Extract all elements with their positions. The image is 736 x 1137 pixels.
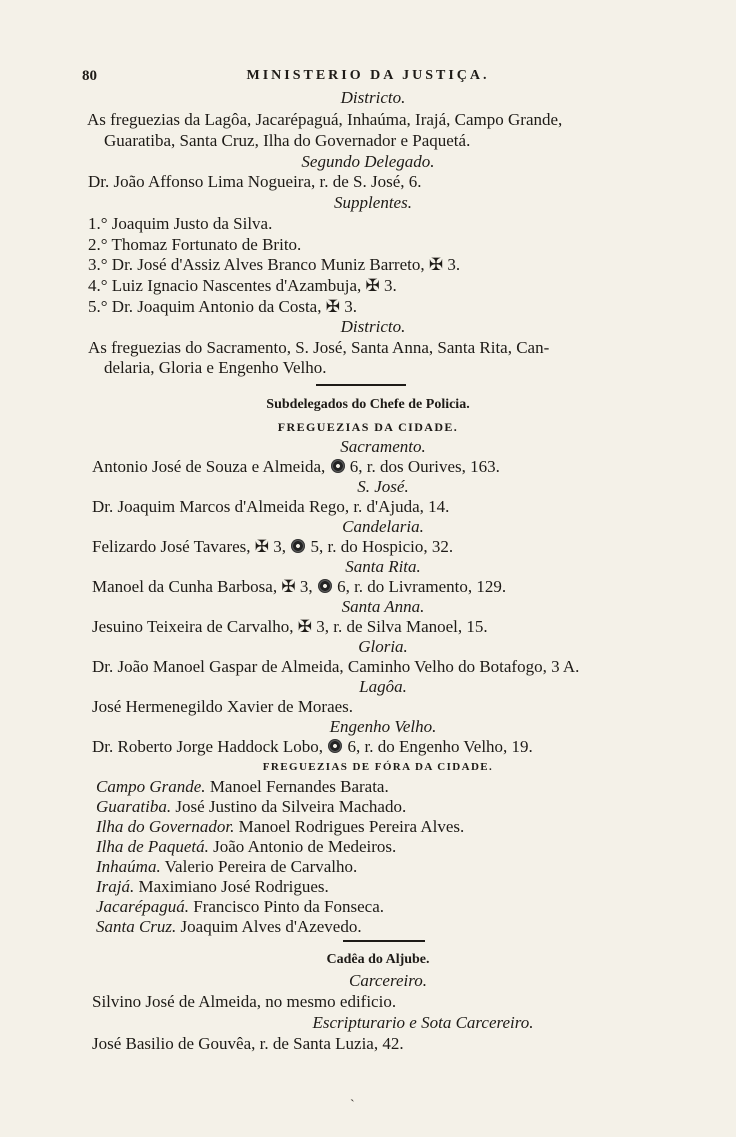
entry-gloria: Dr. João Manoel Gaspar de Almeida, Caminho Velho do Botafogo, 3 A.	[92, 657, 580, 676]
substitute-4-grade: 3.	[384, 276, 397, 295]
rosette-decoration-icon	[331, 459, 345, 473]
parish-s-jose: S. José.	[357, 477, 409, 496]
outside-parish-person: Valerio Pereira de Carvalho.	[164, 857, 358, 876]
substitute-3-grade: 3.	[447, 255, 461, 274]
section-divider	[343, 940, 425, 942]
parish-lagoa: Lagôa.	[359, 677, 407, 696]
entry-lagoa: José Hermenegildo Xavier de Moraes.	[92, 697, 354, 716]
entry-santa-rita	[92, 577, 736, 597]
city-parishes-heading: FREGUEZIAS DA CIDADE.	[277, 420, 459, 434]
outside-parish-person: Joaquim Alves d'Azevedo.	[180, 917, 362, 936]
entry-s-jose: Dr. Joaquim Marcos d'Almeida Rego, r. d'Ajuda, 14.	[92, 497, 450, 516]
entry-santa-anna-name: Jesuino Teixeira de Carvalho,	[92, 617, 294, 636]
outside-parish-entry	[96, 897, 736, 917]
parish-list-2-line-1: As freguezias do Sacramento, S. José, Santa Anna, Santa Rita, Can-	[88, 338, 550, 357]
substitute-1: 1.° Joaquim Justo da Silva.	[88, 214, 273, 233]
jailer-name: Silvino José de Almeida, no mesmo edificio.	[92, 992, 397, 1011]
entry-santa-anna-address: 3, r. de Silva Manoel, 15.	[316, 617, 488, 636]
maltese-cross-icon: ✠	[365, 276, 380, 295]
entry-santa-anna	[92, 617, 736, 637]
outside-parish-place: Irajá.	[96, 877, 135, 896]
outside-parish-place: Campo Grande.	[96, 777, 206, 796]
parish-list-2-line-2: delaria, Gloria e Engenho Velho.	[104, 358, 327, 377]
parish-engenho-velho: Engenho Velho.	[329, 717, 437, 736]
entry-engenho-velho-name: Dr. Roberto Jorge Haddock Lobo,	[92, 737, 324, 756]
outside-parish-person: Manoel Rodrigues Pereira Alves.	[238, 817, 465, 836]
outside-parish-entry	[96, 877, 736, 897]
outside-parish-place: Santa Cruz.	[96, 917, 177, 936]
jailer-heading: Carcereiro.	[349, 971, 427, 990]
maltese-cross-icon: ✠	[254, 537, 270, 556]
entry-candelaria-grade: 3,	[273, 537, 287, 556]
parish-sacramento: Sacramento.	[340, 437, 426, 456]
entry-santa-rita-address: 6, r. do Livramento, 129.	[337, 577, 507, 596]
substitute-5-grade: 3.	[344, 297, 357, 316]
outside-parish-entry	[96, 817, 736, 837]
rosette-decoration-icon	[328, 739, 342, 753]
clerk-name: José Basilio de Gouvêa, r. de Santa Luzia, 42.	[92, 1034, 404, 1053]
substitute-4	[88, 276, 736, 296]
substitute-4-name: 4.° Luiz Ignacio Nascentes d'Azambuja,	[88, 276, 362, 295]
parish-candelaria: Candelaria.	[342, 517, 424, 536]
second-delegate-name: Dr. João Affonso Lima Nogueira, r. de S. José, 6.	[88, 172, 422, 191]
outside-parishes-heading: FREGUEZIAS DE FÓRA DA CIDADE.	[262, 761, 494, 773]
parish-list-line-1: As freguezias da Lagôa, Jacarépaguá, Inhaúma, Irajá, Campo Grande,	[87, 110, 563, 129]
entry-sacramento-name: Antonio José de Souza e Almeida,	[92, 457, 326, 476]
outside-parish-place: Jacarépaguá.	[96, 897, 190, 916]
parish-santa-anna: Santa Anna.	[341, 597, 425, 616]
substitutes-heading: Supplentes.	[334, 193, 412, 212]
outside-parish-entry	[96, 917, 736, 937]
outside-parish-entry	[96, 797, 736, 817]
running-head: MINISTERIO DA JUSTIÇA.	[246, 68, 490, 83]
rosette-decoration-icon	[318, 579, 332, 593]
substitute-3	[88, 255, 736, 275]
parish-santa-rita: Santa Rita.	[345, 557, 421, 576]
aljube-heading: Cadêa do Aljube.	[326, 952, 430, 967]
maltese-cross-icon: ✠	[297, 617, 312, 636]
parish-gloria: Gloria.	[358, 637, 408, 656]
outside-parish-entry	[96, 857, 736, 877]
outside-parish-place: Ilha do Governador.	[96, 817, 235, 836]
substitute-2: 2.° Thomaz Fortunato de Brito.	[88, 235, 302, 254]
outside-parish-person: Manoel Fernandes Barata.	[209, 777, 389, 796]
substitute-5	[88, 297, 736, 317]
page-number: 80	[82, 68, 97, 84]
entry-engenho-velho	[92, 737, 736, 757]
ink-speck: `	[350, 1098, 355, 1113]
entry-candelaria-name: Felizardo José Tavares,	[92, 537, 251, 556]
entry-santa-rita-grade: 3,	[299, 577, 313, 596]
outside-parish-person: Francisco Pinto da Fonseca.	[193, 897, 385, 916]
substitute-5-name: 5.° Dr. Joaquim Antonio da Costa,	[88, 297, 322, 316]
outside-parish-place: Ilha de Paquetá.	[96, 837, 209, 856]
district-heading-2: Districto.	[340, 317, 406, 336]
rosette-decoration-icon	[291, 539, 305, 553]
entry-candelaria	[92, 537, 736, 557]
entry-engenho-velho-address: 6, r. do Engenho Velho, 19.	[347, 737, 533, 756]
second-delegate-heading: Segundo Delegado.	[301, 152, 435, 171]
section-divider	[316, 384, 406, 386]
maltese-cross-icon: ✠	[428, 255, 444, 274]
outside-parish-entry	[96, 837, 736, 857]
outside-parish-entry	[96, 777, 736, 797]
maltese-cross-icon: ✠	[281, 577, 296, 596]
outside-parish-place: Inhaúma.	[96, 857, 161, 876]
entry-santa-rita-name: Manoel da Cunha Barbosa,	[92, 577, 278, 596]
district-heading: Districto.	[340, 88, 406, 107]
outside-parish-place: Guaratiba.	[96, 797, 172, 816]
outside-parish-person: Maximiano José Rodrigues.	[138, 877, 329, 896]
entry-sacramento-address: 6, r. dos Ourives, 163.	[349, 457, 500, 476]
clerk-heading: Escripturario e Sota Carcereiro.	[312, 1013, 534, 1032]
entry-candelaria-address: 5, r. do Hospicio, 32.	[310, 537, 454, 556]
substitute-3-name: 3.° Dr. José d'Assiz Alves Branco Muniz Barreto,	[88, 255, 425, 274]
maltese-cross-icon: ✠	[325, 297, 340, 316]
outside-parish-person: José Justino da Silveira Machado.	[175, 797, 407, 816]
parish-list-line-2: Guaratiba, Santa Cruz, Ilha do Governador e Paquetá.	[104, 131, 471, 150]
outside-parish-person: João Antonio de Medeiros.	[213, 837, 397, 856]
section-heading: Subdelegados do Chefe de Policia.	[266, 397, 470, 412]
entry-sacramento	[92, 457, 736, 477]
